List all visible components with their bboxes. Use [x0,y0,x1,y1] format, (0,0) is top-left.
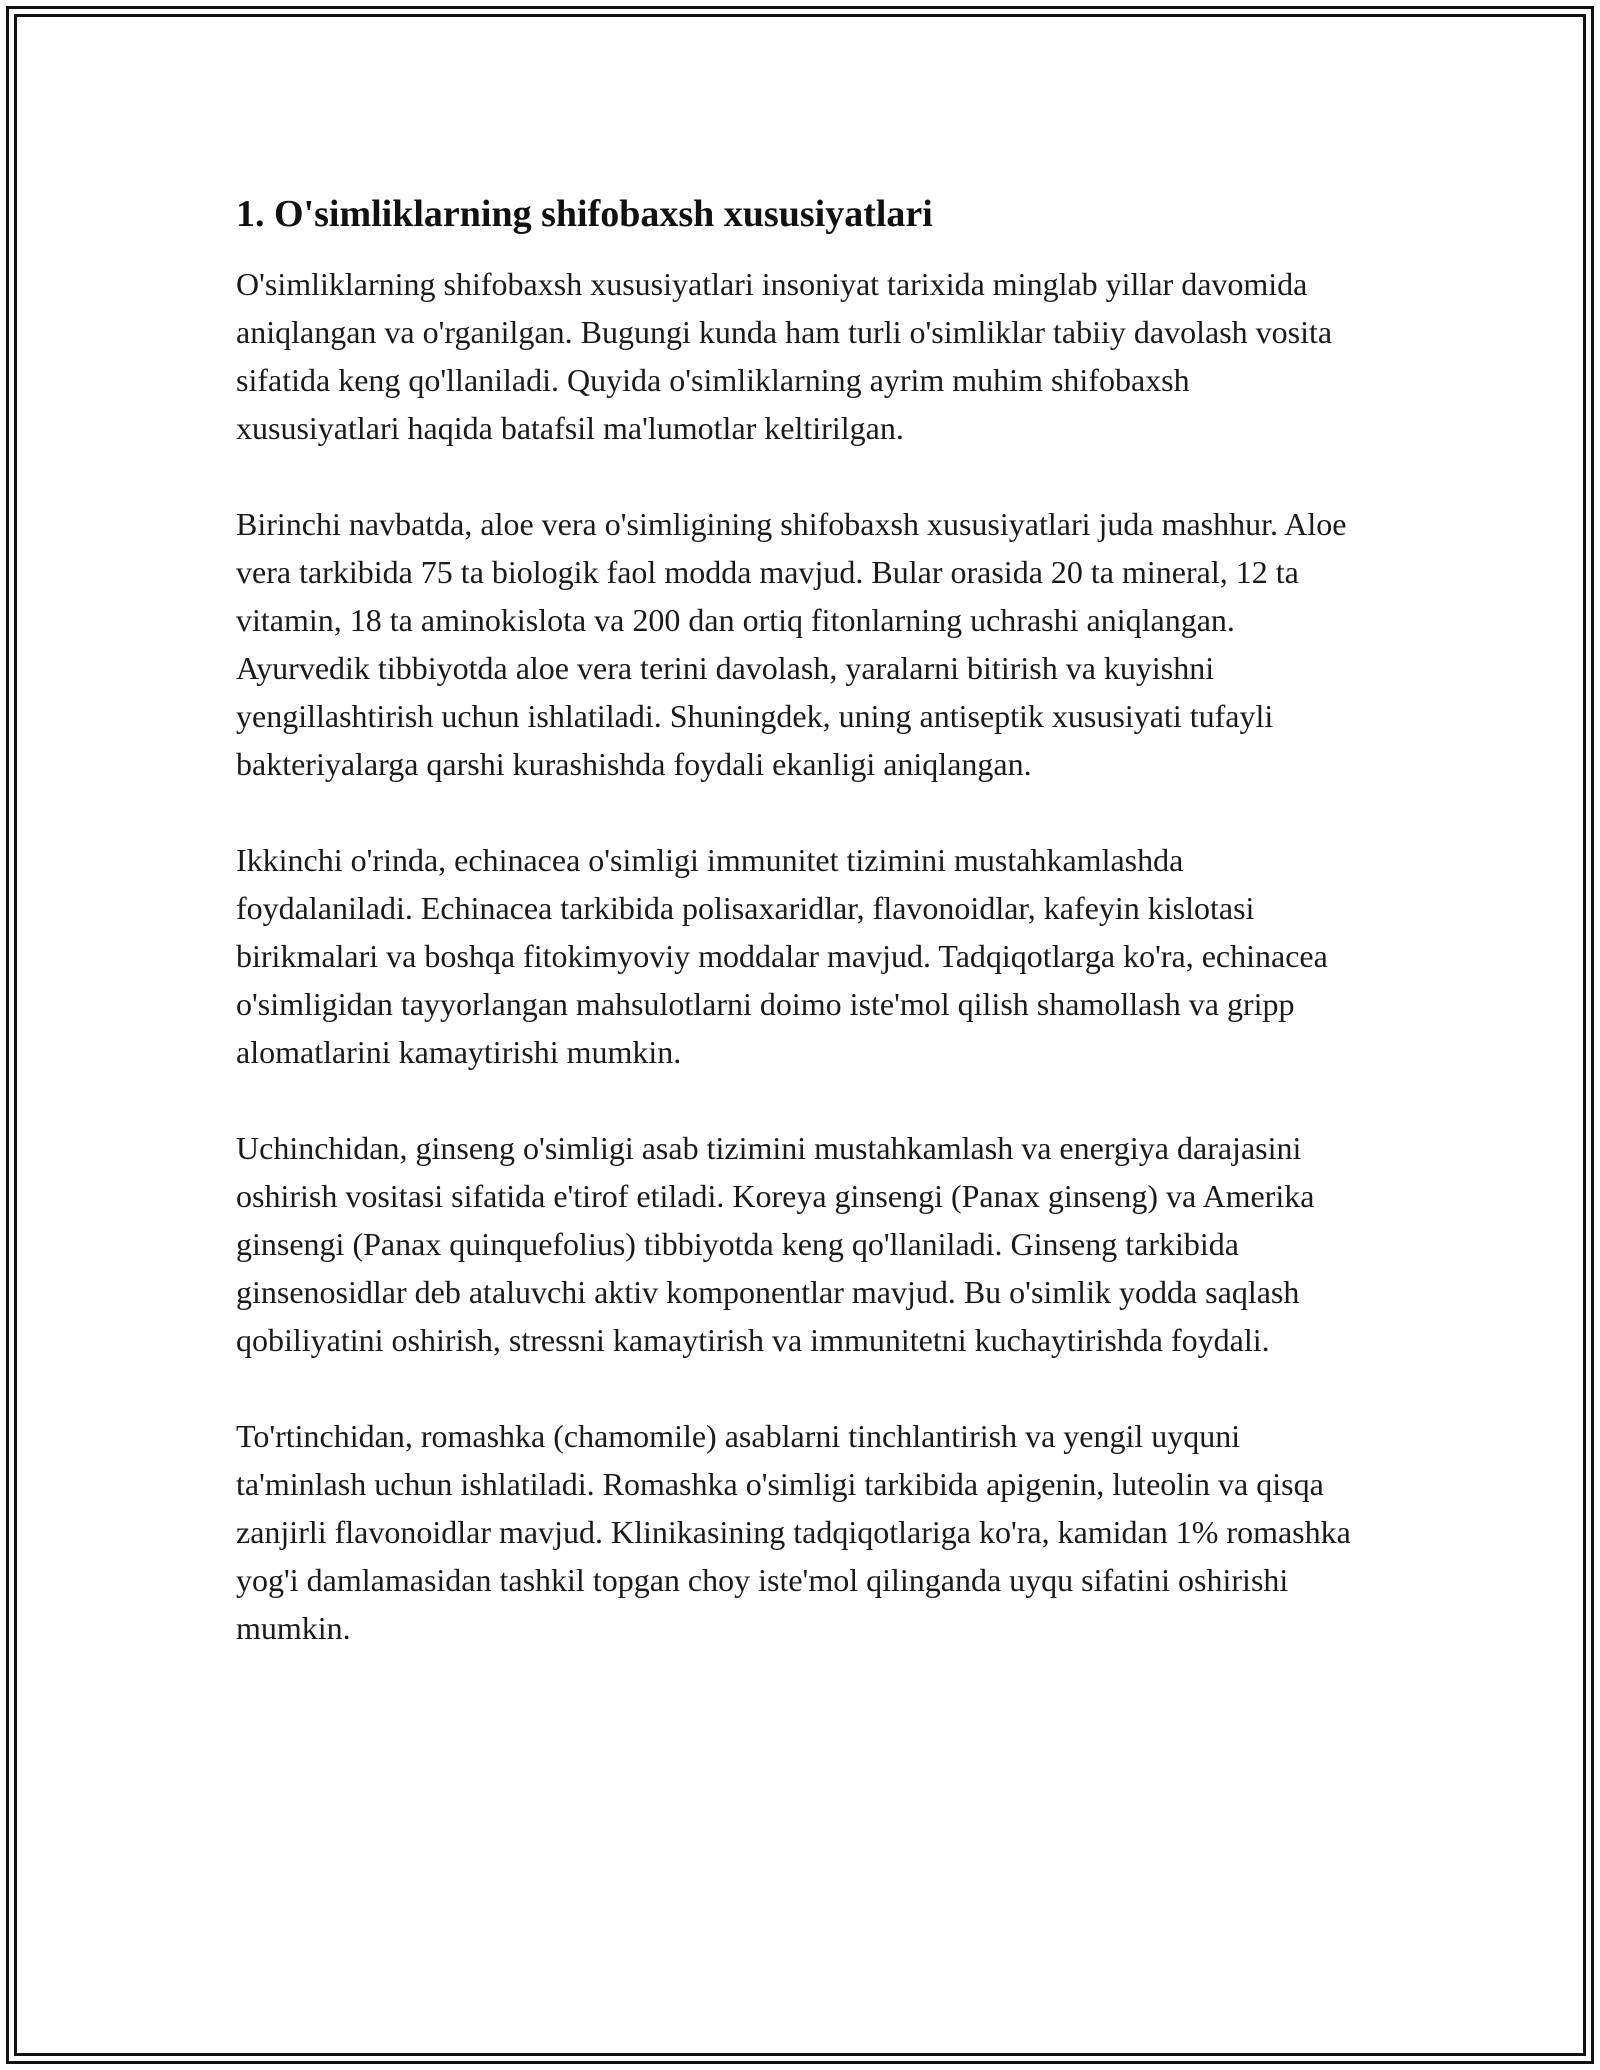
paragraph-aloe-vera: Birinchi navbatda, aloe vera o'simligining shifobaxsh xususiyatlari juda mashhur. Aloe vera tarkibida 75 ta biologik faol modda mavjud. Bular orasida 20 ta mineral, 12 ta vitamin, 18 ta aminokislota va 200 dan ortiq fitonlarning uchrashi aniqlangan. Ayurvedik tibbiyotda aloe vera terini davolash, yaralarni bitirish va kuyishni yengillashtirish uchun ishlatiladi. Shuningdek, uning antiseptik xususiyati tufayli bakteriyalarga qarshi kurashishda foydali ekanligi aniqlangan. [236,506,1347,782]
paragraph-ginseng: Uchinchidan, ginseng o'simligi asab tizimini mustahkamlash va energiya darajasini oshirish vositasi sifatida e'tirof etiladi. Koreya ginsengi (Panax ginseng) va Amerika ginsengi (Panax quinquefolius) tibbiyotda keng qo'llaniladi. Ginseng tarkibida ginsenosidlar deb ataluvchi aktiv komponentlar mavjud. Bu o'simlik yodda saqlash qobiliyatini oshirish, stressni kamaytirish va immunitetni kuchaytirishda foydali. [236,1130,1315,1358]
section-heading: 1. O'simliklarning shifobaxsh xususiyatlari [236,193,933,235]
paragraph-chamomile: To'rtinchidan, romashka (chamomile) asablarni tinchlantirish va yengil uyquni ta'minlash uchun ishlatiladi. Romashka o'simligi tarkibida apigenin, luteolin va qisqa zanjirli flavonoidlar mavjud. Klinikasining tadqiqotlariga ko'ra, kamidan 1% romashka yog'i damlamasidan tashkil topgan choy iste'mol qilinganda uyqu sifatini oshirishi mumkin. [236,1418,1351,1646]
document-body [236,190,1356,1700]
paragraph-intro: O'simliklarning shifobaxsh xususiyatlari insoniyat tarixida minglab yillar davomida aniqlangan va o'rganilgan. Bugungi kunda ham turli o'simliklar tabiiy davolash vosita sifatida keng qo'llaniladi. Quyida o'simliklarning ayrim muhim shifobaxsh xususiyatlari haqida batafsil ma'lumotlar keltirilgan. [236,266,1333,446]
paragraph-echinacea: Ikkinchi o'rinda, echinacea o'simligi immunitet tizimini mustahkamlashda foydalaniladi. Echinacea tarkibida polisaxaridlar, flavonoidlar, kafeyin kislotasi birikmalari va boshqa fitokimyoviy moddalar mavjud. Tadqiqotlarga ko'ra, echinacea o'simligidan tayyorlangan mahsulotlarni doimo iste'mol qilish shamollash va gripp alomatlarini kamaytirishi mumkin. [236,842,1328,1070]
